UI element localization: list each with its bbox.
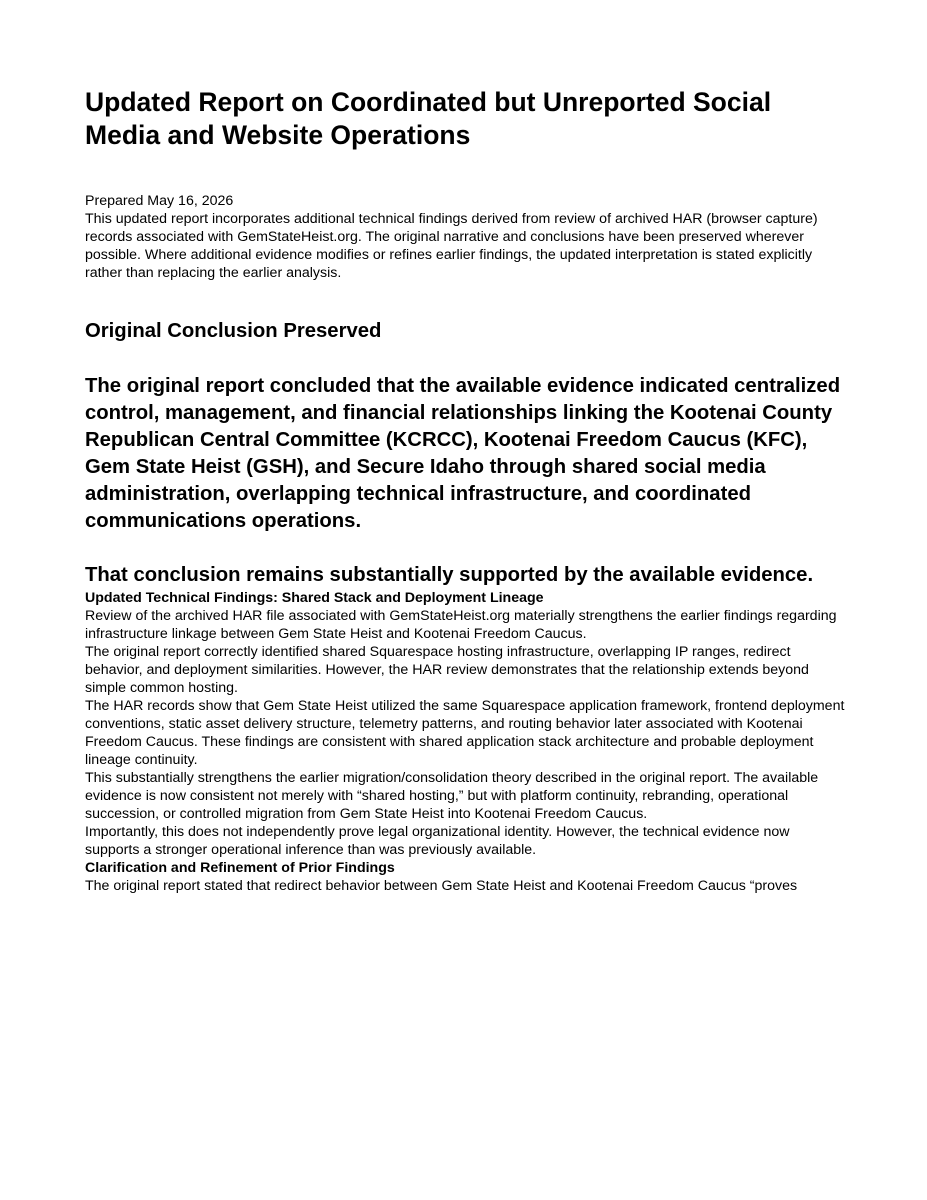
technical-findings-paragraph-4: This substantially strengthens the earlier migration/consolidation theory described in the original report. The available evidence is now consistent not merely with “shared hosting,” but with platform continuity, rebranding, operational succession, or controlled migration from Gem State Heist into Kootenai Freedom Caucus. bbox=[85, 770, 819, 822]
conclusion-support-statement: That conclusion remains substantially supported by the available evidence. bbox=[85, 564, 814, 586]
original-conclusion-heading: Original Conclusion Preserved bbox=[85, 320, 382, 342]
original-conclusion-statement: The original report concluded that the available evidence indicated centralized control, management, and financial relationships linking the Kootenai County Republican Central Committee (KCRCC), Kootenai Freedom Caucus (KFC), Gem State Heist (GSH), and Secure Idaho through shared social media administration, overlapping technical infrastructure, and coordinated communications operations. bbox=[85, 375, 841, 532]
clarification-heading: Clarification and Refinement of Prior Findings bbox=[85, 860, 395, 876]
technical-findings-paragraph-5: Importantly, this does not independently prove legal organizational identity. However, the technical evidence now supports a stronger operational inference than was previously available. bbox=[85, 824, 790, 858]
intro-paragraph: This updated report incorporates additional technical findings derived from review of archived HAR (browser capture) records associated with GemStateHeist.org. The original narrative and conclusions have been preserved wherever possible. Where additional evidence modifies or refines earlier findings, the updated interpretation is stated explicitly rather than replacing the earlier analysis. bbox=[85, 211, 818, 281]
technical-findings-paragraph-1: Review of the archived HAR file associated with GemStateHeist.org materially strengthens the earlier findings regarding infrastructure linkage between Gem State Heist and Kootenai Freedom Caucus. bbox=[85, 608, 837, 642]
technical-findings-paragraph-2: The original report correctly identified shared Squarespace hosting infrastructure, overlapping IP ranges, redirect behavior, and deployment similarities. However, the HAR review demonstrates that the relationship extends beyond simple common hosting. bbox=[85, 644, 809, 696]
technical-findings-paragraph-3: The HAR records show that Gem State Heist utilized the same Squarespace application framework, frontend deployment conventions, static asset delivery structure, telemetry patterns, and routing behavior later associated with Kootenai Freedom Caucus. These findings are consistent with shared application stack architecture and probable deployment lineage continuity. bbox=[85, 698, 845, 768]
document-title: Updated Report on Coordinated but Unreported Social Media and Website Operations bbox=[85, 87, 772, 150]
technical-findings-heading: Updated Technical Findings: Shared Stack and Deployment Lineage bbox=[85, 590, 544, 606]
clarification-paragraph: The original report stated that redirect behavior between Gem State Heist and Kootenai Freedom Caucus “proves bbox=[85, 878, 798, 894]
prepared-date: Prepared May 16, 2026 bbox=[85, 193, 234, 209]
document-page bbox=[85, 86, 847, 895]
